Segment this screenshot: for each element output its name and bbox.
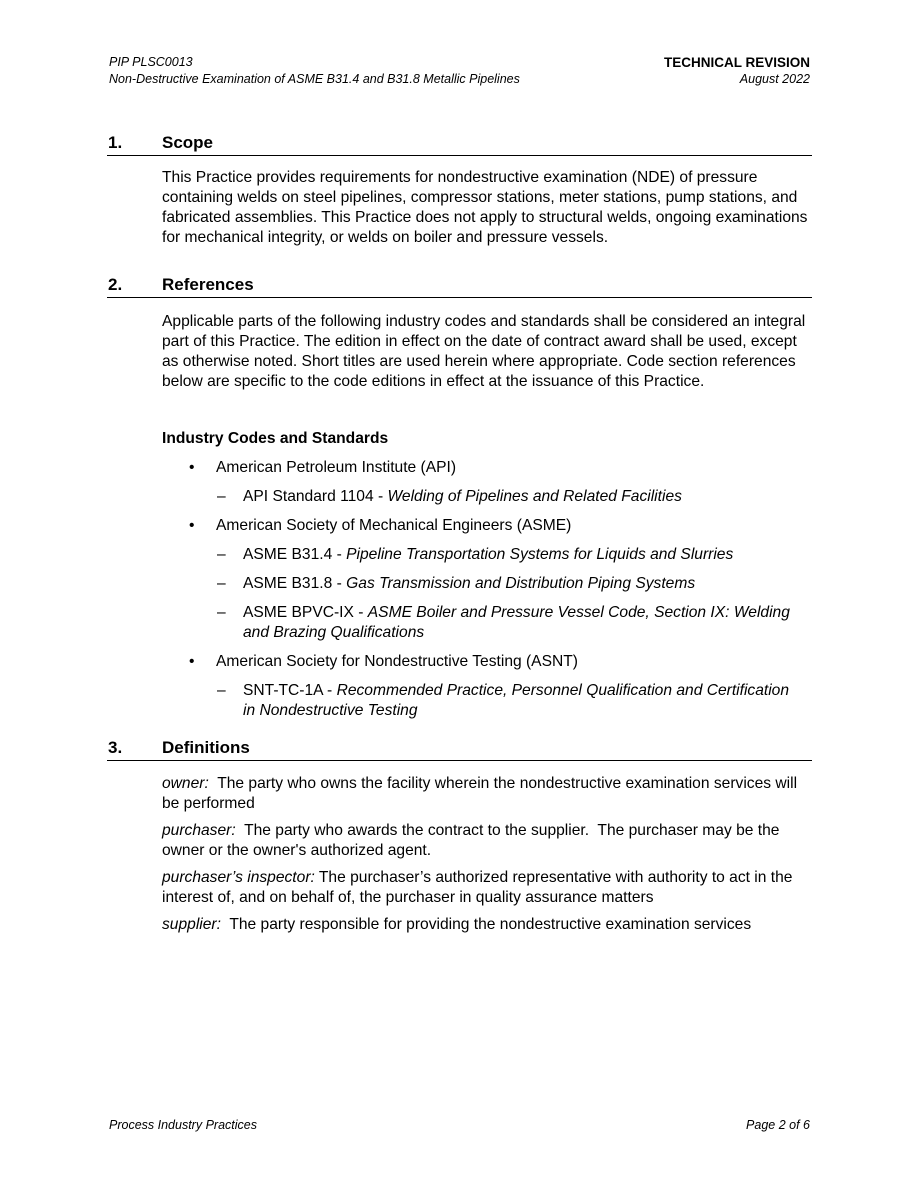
running-header-right [664, 54, 810, 88]
standard-title: Recommended Practice, Personnel Qualification and Certification in Nondestructive Testing [243, 682, 790, 719]
dash-icon: – [217, 682, 226, 699]
bullet-icon: • [189, 459, 195, 476]
standard-code: ASME B31.8 - [243, 575, 347, 592]
standard-title: ASME Boiler and Pressure Vessel Code, Section IX: Welding and Brazing Qualifications [243, 604, 790, 641]
standard-code: SNT-TC-1A - [243, 682, 337, 699]
definition-text: The party responsible for providing the nondestructive examination services [220, 916, 752, 933]
definition-item [162, 774, 812, 813]
dash-icon: – [217, 488, 226, 505]
section-title: References [162, 275, 254, 294]
dash-icon: – [217, 546, 226, 563]
section-definitions-heading [107, 738, 812, 761]
definition-text: The party who owns the facility wherein the nondestructive examination services will be performed [162, 775, 802, 812]
organization-name: American Society for Nondestructive Testing (ASNT) [216, 653, 578, 670]
definition-text: The purchaser’s authorized representative with authority to act in the interest of, and on behalf of, the purchaser in quality assurance matters [162, 869, 797, 906]
definition-term: supplier: [162, 916, 221, 933]
standard-code: ASME B31.4 - [243, 546, 347, 563]
section-number: 2. [108, 275, 123, 294]
section-title: Definitions [162, 738, 250, 757]
standard-title: Welding of Pipelines and Related Facilities [387, 488, 682, 505]
standard-code: ASME BPVC-IX - [243, 604, 368, 621]
bullet-icon: • [189, 653, 195, 670]
definition-term: owner: [162, 775, 209, 792]
section-number: 1. [108, 133, 123, 152]
organization-name: American Petroleum Institute (API) [216, 459, 457, 476]
references-subheading: Industry Codes and Standards [162, 430, 389, 447]
references-paragraph: Applicable parts of the following industry codes and standards shall be considered an integral part of this Practice. The edition in effect on the date of contract award shall be used, except as otherwise noted. Short titles are used herein where appropriate. Code section references below are specific to the code editions in effect at the issuance of this Practice. [162, 313, 806, 390]
standard-code: API Standard 1104 - [243, 488, 388, 505]
bullet-icon: • [189, 517, 195, 534]
section-references-heading [107, 275, 812, 298]
dash-icon: – [217, 604, 226, 621]
organization-name: American Society of Mechanical Engineers (ASME) [216, 517, 572, 534]
definition-item [162, 915, 812, 935]
definition-item [162, 821, 812, 860]
dash-icon: – [217, 575, 226, 592]
footer-publisher: Process Industry Practices [109, 1118, 257, 1132]
revision-label: TECHNICAL REVISION [663, 55, 810, 70]
doc-id: PIP PLSC0013 [109, 55, 193, 69]
section-scope-heading [107, 133, 812, 156]
standard-title: Pipeline Transportation Systems for Liquids and Slurries [346, 546, 734, 563]
definition-text: The party who awards the contract to the supplier. The purchaser may be the owner or the owner's authorized agent. [162, 822, 784, 859]
section-number: 3. [108, 738, 123, 757]
definition-item [162, 868, 812, 907]
definition-term: purchaser: [162, 822, 236, 839]
standard-title: Gas Transmission and Distribution Piping Systems [346, 575, 696, 592]
page-number: Page 2 of 6 [746, 1118, 810, 1132]
running-header-left [109, 54, 520, 88]
revision-date: August 2022 [739, 72, 810, 86]
section-title: Scope [162, 133, 214, 152]
definition-term: purchaser’s inspector: [162, 869, 315, 886]
doc-title: Non-Destructive Examination of ASME B31.4 and B31.8 Metallic Pipelines [109, 72, 520, 86]
scope-paragraph: This Practice provides requirements for nondestructive examination (NDE) of pressure containing welds on steel pipelines, compressor stations, meter stations, pump stations, and fabricated assemblies. This Practice does not apply to structural welds, ongoing examinations for mechanical integrity, or welds on boiler and pressure vessels. [162, 169, 808, 246]
